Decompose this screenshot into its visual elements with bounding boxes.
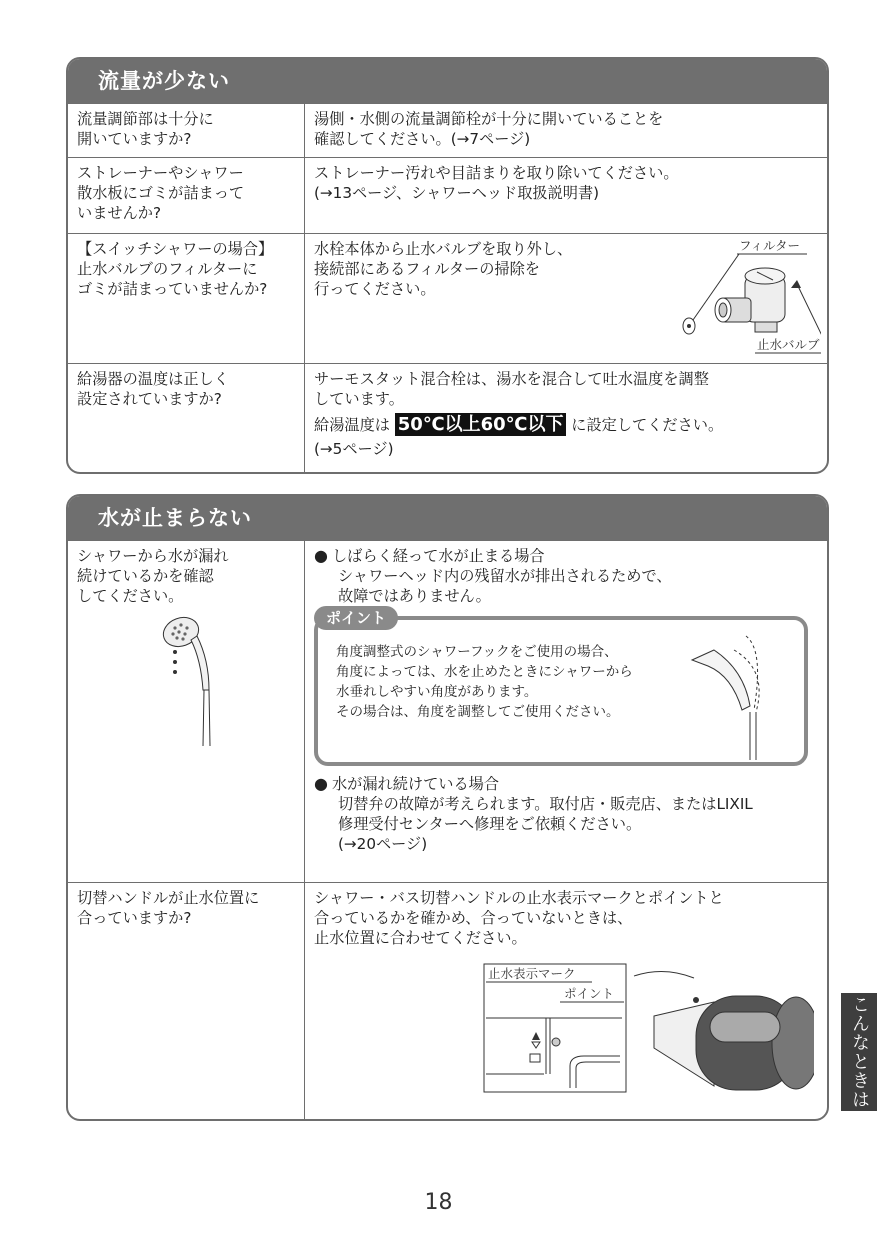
bullet-icon: ● [314, 774, 328, 793]
question-cell: 切替ハンドルが止水位置に 合っていますか? [68, 883, 305, 1119]
bullet-title: しばらく経って水が止まる場合 [331, 547, 545, 565]
filter-label: フィルター [739, 238, 801, 253]
table-row [68, 234, 827, 364]
answer-cell [305, 234, 828, 364]
troubleshoot-table [68, 103, 827, 472]
stop-valve-illustration [661, 236, 821, 360]
stop-mark-label: 止水表示マーク [488, 966, 576, 981]
question-cell: 給湯器の温度は正しく 設定されていますか? [68, 364, 305, 472]
answer-cell: ストレーナー汚れや目詰まりを取り除いてください。 (→13ページ、シャワーヘッド取扱説明書) [305, 158, 828, 234]
shower-head-illustration [157, 610, 237, 750]
bullet-item [314, 546, 819, 566]
point-mark-label: ポイント [564, 986, 615, 1001]
temperature-line [314, 415, 819, 435]
question-text: シャワーから水が漏れ 続けているかを確認 してください。 [77, 547, 229, 605]
page-number: 18 [424, 1190, 453, 1215]
point-box [314, 609, 808, 766]
bullet-text: シャワーヘッド内の残留水が排出されるためで、 故障ではありません。 [338, 567, 672, 605]
section-low-flow [66, 57, 829, 474]
answer-post: に設定してください。 [571, 416, 724, 434]
answer-cell [305, 364, 828, 472]
section-water-not-stopping [66, 494, 829, 1121]
troubleshoot-table [68, 540, 827, 1119]
table-row [68, 104, 827, 158]
section-title: 流量が少ない [68, 59, 827, 103]
question-cell: 【スイッチシャワーの場合】 止水バルブのフィルターに ゴミが詰まっていませんか? [68, 234, 305, 364]
answer-cell [305, 883, 828, 1119]
answer-cell: 湯側・水側の流量調節栓が十分に開いていることを 確認してください。(→7ページ) [305, 104, 828, 158]
switch-handle-illustration [474, 956, 814, 1096]
answer-pre: 給湯温度は [314, 416, 390, 434]
bullet-title: 水が漏れ続けている場合 [331, 775, 500, 793]
temperature-highlight: 50℃以上60℃以下 [395, 413, 567, 436]
table-row [68, 158, 827, 234]
question-cell: ストレーナーやシャワー 散水板にゴミが詰まって いませんか? [68, 158, 305, 234]
bullet-item [314, 774, 819, 794]
table-row [68, 883, 827, 1119]
chapter-side-tab: こんなときは [841, 993, 877, 1111]
answer-text: 水栓本体から止水バルブを取り外し、 接続部にあるフィルターの掃除を 行ってください。 [314, 240, 573, 298]
question-cell [68, 541, 305, 883]
question-cell: 流量調節部は十分に 開いていますか? [68, 104, 305, 158]
page-ref: (→5ページ) [314, 440, 394, 458]
stop-valve-label: 止水バルブ [757, 337, 820, 352]
answer-cell [305, 541, 828, 883]
point-label: ポイント [314, 606, 398, 630]
section-title: 水が止まらない [68, 496, 827, 540]
table-row [68, 364, 827, 472]
point-text: 角度調整式のシャワーフックをご使用の場合、 角度によっては、水を止めたときにシャワーから 水垂れしやすい角度があります。 その場合は、角度を調整してご使用ください。 [336, 644, 633, 720]
shower-hook-angle-illustration [684, 620, 804, 760]
bullet-text: 切替弁の故障が考えられます。取付店・販売店、またはLIXIL 修理受付センターへ修理をご依頼ください。 (→20ページ) [338, 795, 753, 853]
table-row [68, 541, 827, 883]
answer-text: サーモスタット混合栓は、湯水を混合して吐水温度を調整 しています。 [314, 370, 709, 408]
bullet-icon: ● [314, 546, 328, 565]
answer-text: シャワー・バス切替ハンドルの止水表示マークとポイントと 合っているかを確かめ、合っていないときは、 止水位置に合わせてください。 [314, 889, 724, 947]
